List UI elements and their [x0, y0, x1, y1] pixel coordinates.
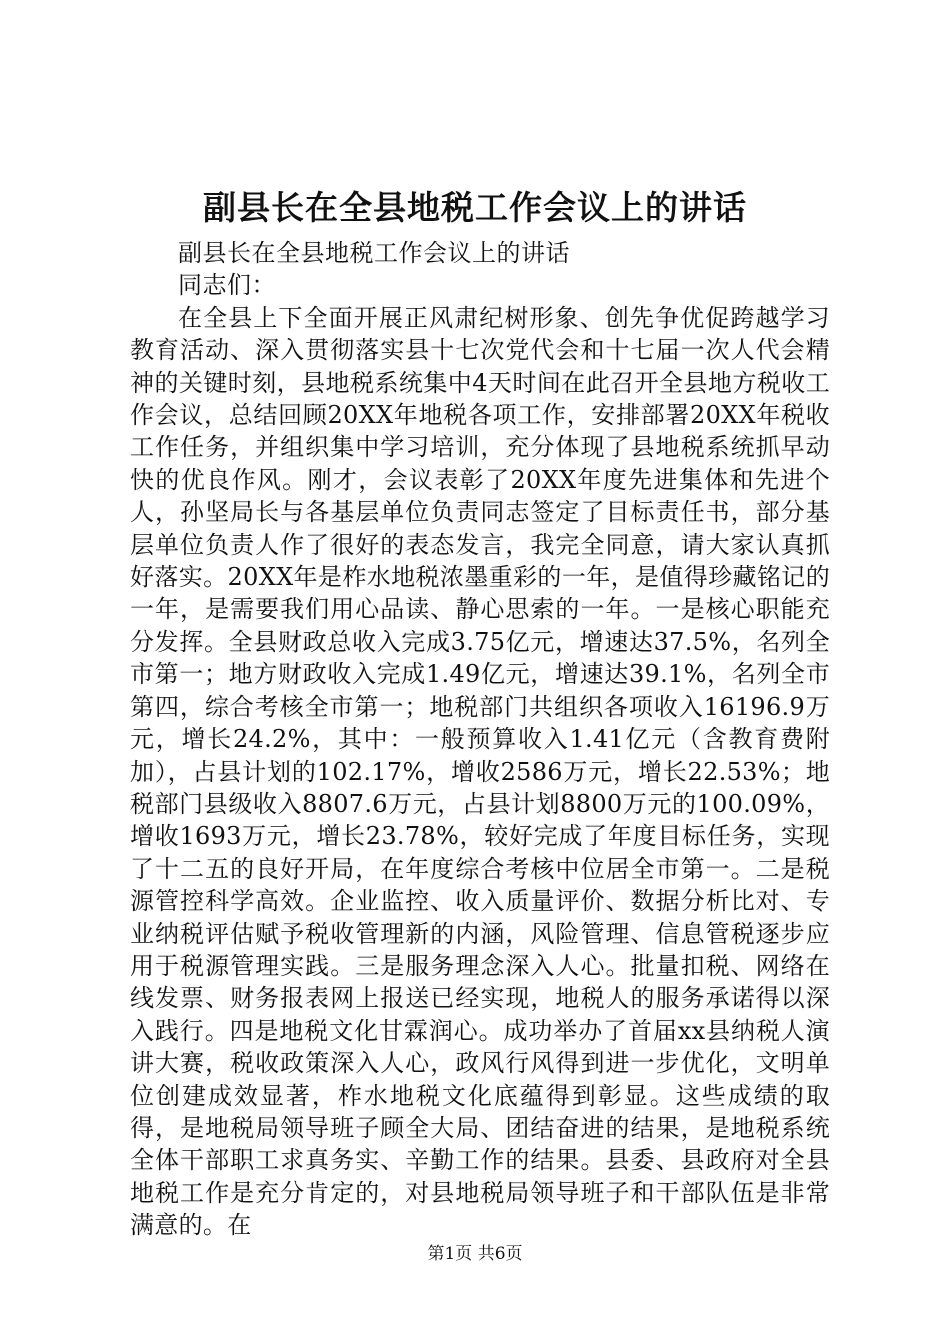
- document-title: 副县长在全县地税工作会议上的讲话: [203, 188, 747, 227]
- body-paragraph: 在全县上下全面开展正风肃纪树形象、创先争优促跨越学习教育活动、深入贯彻落实县十七次党代会和十七届一次人代会精神的关键时刻，县地税系统集中4天时间在此召开全县地方税收工作会议，总结回顾20XX年地税各项工作，安排部署20XX年税收工作任务，并组织集中学习培训，充分体现了县地税系统抓早动快的优良作风。刚才，会议表彰了20XX年度先进集体和先进个人，孙坚局长与各基层单位负责同志签定了目标责任书，部分基层单位负责人作了很好的表态发言，我完全同意，请大家认真抓好落实。20XX年是柞水地税浓墨重彩的一年，是值得珍藏铭记的一年，是需要我们用心品读、静心思索的一年。一是核心职能充分发挥。全县财政总收入完成3.75亿元，增速达37.5%，名列全市第一；地方财政收入完成1.49亿元，增速达39.1%，名列全市第四，综合考核全市第一；地税部门共组织各项收入16196.9万元，增长24.2%，其中：一般预算收入1.41亿元（含教育费附加），占县计划的102.17%，增收2586万元，增长22.53%；地税部门县级收入8807.6万元，占县计划8800万元的100.09%，增收1693万元，增长23.78%，较好完成了年度目标任务，实现了十二五的良好开局，在年度综合考核中位居全市第一。二是税源管控科学高效。企业监控、收入质量评价、数据分析比对、专业纳税评估赋予税收管理新的内涵，风险管理、信息管税逐步应用于税源管理实践。三是服务理念深入人心。批量扣税、网络在线发票、财务报表网上报送已经实现，地税人的服务承诺得以深入践行。四是地税文化甘霖润心。成功举办了首届xx县纳税人演讲大赛，税收政策深入人心，政风行风得到进一步优化，文明单位创建成效显著，柞水地税文化底蕴得到彰显。这些成绩的取得，是地税局领导班子顾全大局、团结奋进的结果，是地税系统全体干部职工求真务实、辛勤工作的结果。县委、县政府对全县地税工作是充分肯定的，对县地税局领导班子和干部队伍是非常满意的。在: [130, 303, 830, 1240]
- page-indicator: 第1页 共6页: [427, 1244, 523, 1264]
- document-subtitle: 副县长在全县地税工作会议上的讲话: [178, 239, 570, 267]
- document-content: [130, 237, 830, 1242]
- salutation: 同志们：: [178, 271, 276, 300]
